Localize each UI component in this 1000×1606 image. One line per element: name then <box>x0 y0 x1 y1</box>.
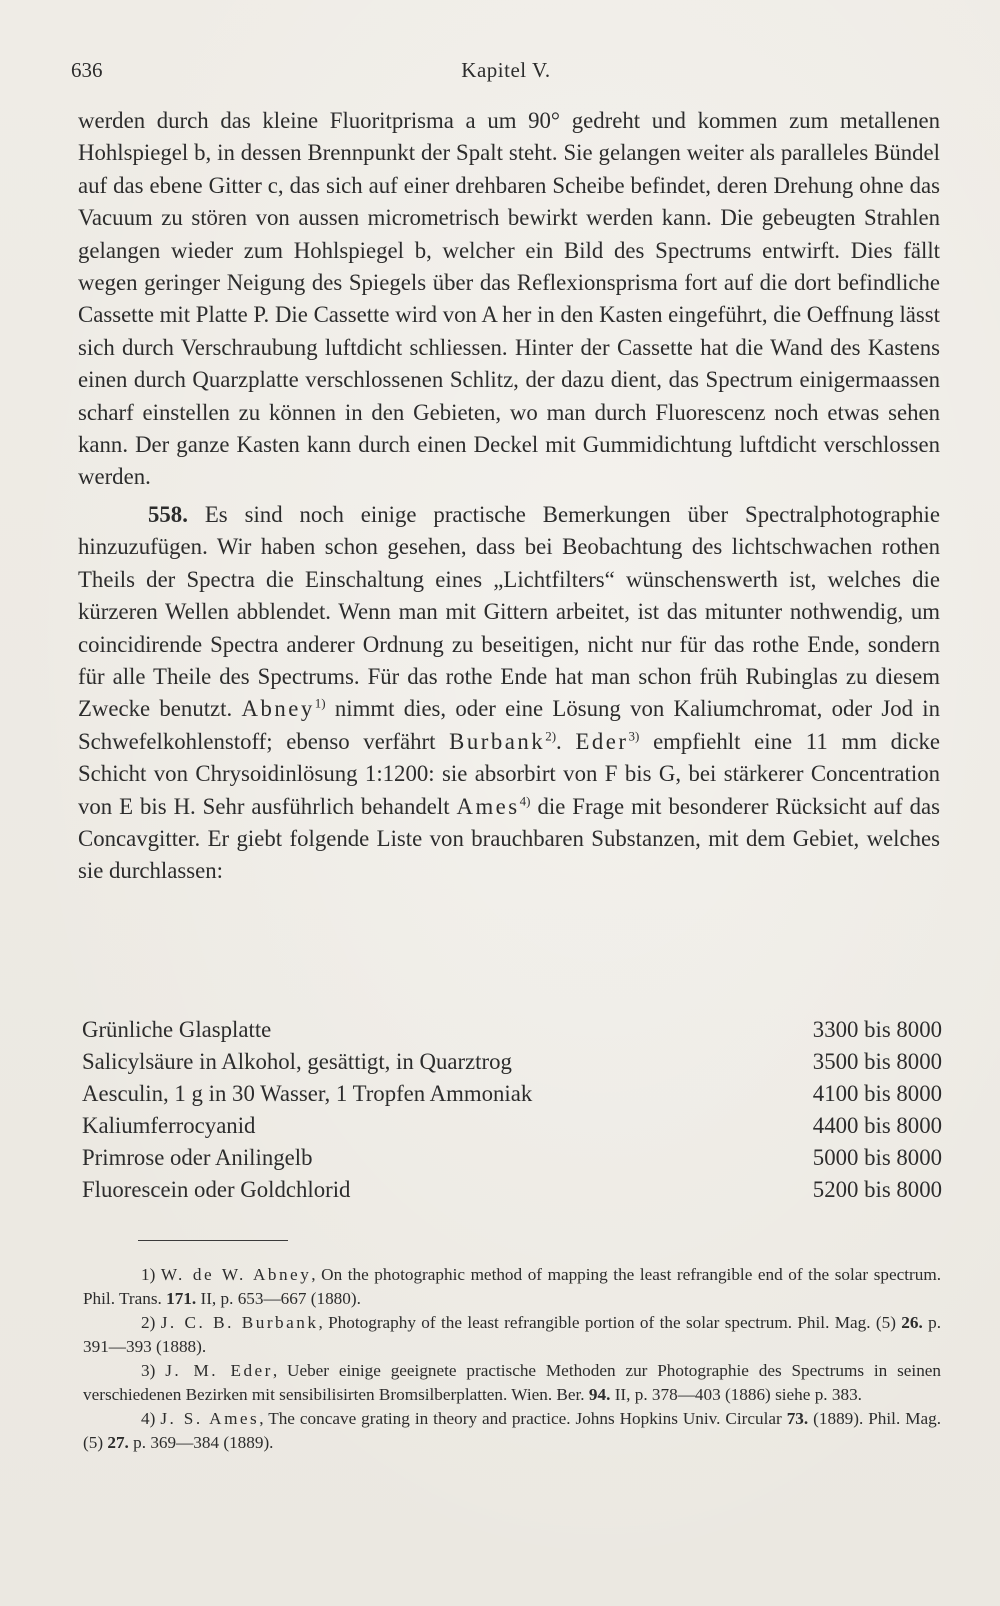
section-number: 558. <box>148 501 188 527</box>
footnote-volume: 26. <box>901 1313 923 1332</box>
table-row <box>82 1145 942 1177</box>
footnotes <box>83 1263 941 1455</box>
footnote-text: , On the photographic method of mapping the least refrangible end of the solar spectrum. Phil. Trans. <box>83 1265 942 1308</box>
substance-name: Primrose oder Anilingelb <box>82 1145 313 1170</box>
chapter-title: Kapitel V. <box>461 58 551 82</box>
footnote-author: J. M. Eder <box>165 1361 273 1380</box>
page-number: 636 <box>71 58 103 82</box>
running-head <box>71 58 941 88</box>
paragraph-text: Es sind noch einige practische Bemerkungen über Spectralphotographie hinzuzufügen. Wir haben schon gesehen, dass bei Beobachtung des lichtschwachen rothen Theils der Spectra die Einschaltung eines „Lichtfilters“ wünschenswerth ist, welches die kürzeren Wellen abblendet. Wenn man mit Gittern arbeitet, ist das mitunter nothwendig, um coincidirende Spectra anderer Ordnung zu beseitigen, nicht nur für das rothe Ende, sondern für alle Theile des Spectrums. Für das rothe Ende hat man schon früh Rubinglas zu diesem Zwecke benutzt. <box>78 501 941 722</box>
footnote-text: , Ueber einige geeignete practische Methoden zur Photographie des Spectrums in seinen verschiedenen Bezirken mit sensibilisirten Bromsilberplatten. Wien. Ber. <box>83 1361 942 1404</box>
wavelength-range: 4400 bis 8000 <box>812 1113 942 1138</box>
footnote-number: 3) <box>141 1361 156 1380</box>
author-name: Ames <box>456 793 520 819</box>
footnote-author: J. S. Ames <box>160 1409 260 1428</box>
author-name: Eder <box>575 728 629 754</box>
paragraph-text: empfiehlt eine 11 mm dicke Schicht von Chrysoidinlösung 1:1200: sie absorbirt von F bis G, bei stärkerer Concentration von E bis H. Sehr ausführlich behandelt <box>78 728 941 819</box>
footnote-number: 1) <box>141 1265 156 1284</box>
paragraph-section-558 <box>78 499 940 888</box>
footnote-divider <box>138 1240 288 1241</box>
wavelength-range: 3500 bis 8000 <box>812 1049 942 1074</box>
footnote-reference[interactable]: 3) <box>628 728 640 744</box>
table-row <box>82 1049 942 1081</box>
main-text <box>78 105 940 888</box>
paragraph-text: nimmt dies, oder eine Lösung von Kaliumchromat, oder Jod in Schwefelkohlenstoff; ebenso verfährt <box>78 696 941 754</box>
footnote-text: II, p. 378—403 (1886) siehe p. 383. <box>614 1385 862 1404</box>
wavelength-range: 5200 bis 8000 <box>812 1177 942 1202</box>
footnote <box>83 1407 941 1455</box>
footnote <box>83 1359 941 1407</box>
footnote-reference[interactable]: 4) <box>519 792 531 808</box>
footnote-text: , Photography of the least refrangible portion of the solar spectrum. Phil. Mag. (5) <box>318 1313 896 1332</box>
footnote-number: 4) <box>141 1409 156 1428</box>
substance-name: Aesculin, 1 g in 30 Wasser, 1 Tropfen Ammoniak <box>82 1081 533 1106</box>
footnote-author: W. de W. Abney <box>160 1265 312 1284</box>
author-name: Burbank <box>449 728 546 754</box>
table-row <box>82 1081 942 1113</box>
footnote-volume: 171. <box>166 1289 197 1308</box>
footnote-volume: 73. <box>786 1409 809 1428</box>
footnote-reference[interactable]: 1) <box>314 695 326 711</box>
footnote-text: II, p. 653—667 (1880). <box>200 1289 361 1308</box>
paragraph-text: die Frage mit besonderer Rücksicht auf das Concavgitter. Er giebt folgende Liste von brauchbaren Substanzen, mit dem Gebiet, welches sie durchlassen: <box>78 793 940 884</box>
footnote <box>83 1311 941 1359</box>
substance-name: Grünliche Glasplatte <box>82 1017 272 1042</box>
footnote-text: p. 369—384 (1889). <box>133 1433 274 1452</box>
wavelength-range: 5000 bis 8000 <box>812 1145 942 1170</box>
table-row <box>82 1017 942 1049</box>
wavelength-range: 3300 bis 8000 <box>812 1017 942 1042</box>
footnote-number: 2) <box>141 1313 156 1332</box>
footnote-text: (1889). Phil. Mag. (5) <box>83 1409 942 1452</box>
footnote-author: J. C. B. Burbank <box>160 1313 319 1332</box>
table-row <box>82 1113 942 1145</box>
footnote <box>83 1263 941 1311</box>
paragraph-text: . <box>556 728 562 754</box>
footnote-volume: 27. <box>107 1433 129 1452</box>
footnote-text: p. 391—393 (1888). <box>83 1313 942 1356</box>
substance-name: Kaliumferrocyanid <box>82 1113 256 1138</box>
paragraph-continuation: werden durch das kleine Fluoritprisma a um 90° gedreht und kommen zum metallenen Hohlspiegel b, in dessen Brennpunkt der Spalt steht. Sie gelangen weiter als paralleles Bündel auf das ebene Gitter c, das sich auf einer drehbaren Scheibe befindet, deren Drehung ohne das Vacuum zu stören von aussen micrometrisch bewirkt werden kann. Die gebeugten Strahlen gelangen wieder zum Hohlspiegel b, welcher ein Bild des Spectrums entwirft. Dies fällt wegen geringer Neigung des Spiegels über das Reflexionsprisma fort auf die dort befindliche Cassette mit Platte P. Die Cassette wird von A her in den Kasten eingeführt, die Oeffnung lässt sich durch Verschraubung luftdicht schliessen. Hinter der Cassette hat die Wand des Kastens einen durch Quarzplatte verschlossenen Schlitz, der dazu dient, das Spectrum einigermaassen scharf einstellen zu können in den Gebieten, wo man durch Fluorescenz noch etwas sehen kann. Der ganze Kasten kann durch einen Deckel mit Gummidichtung luftdicht verschlossen werden. <box>78 108 940 490</box>
substance-table <box>82 1017 942 1209</box>
author-name: Abney <box>241 696 315 722</box>
substance-name: Fluorescein oder Goldchlorid <box>82 1177 351 1202</box>
footnote-text: , The concave grating in theory and practice. Johns Hopkins Univ. Circular <box>259 1409 782 1428</box>
table-row <box>82 1177 942 1209</box>
footnote-volume: 94. <box>588 1385 611 1404</box>
footnote-reference[interactable]: 2) <box>545 728 557 744</box>
substance-name: Salicylsäure in Alkohol, gesättigt, in Quarztrog <box>82 1049 512 1074</box>
wavelength-range: 4100 bis 8000 <box>812 1081 942 1106</box>
